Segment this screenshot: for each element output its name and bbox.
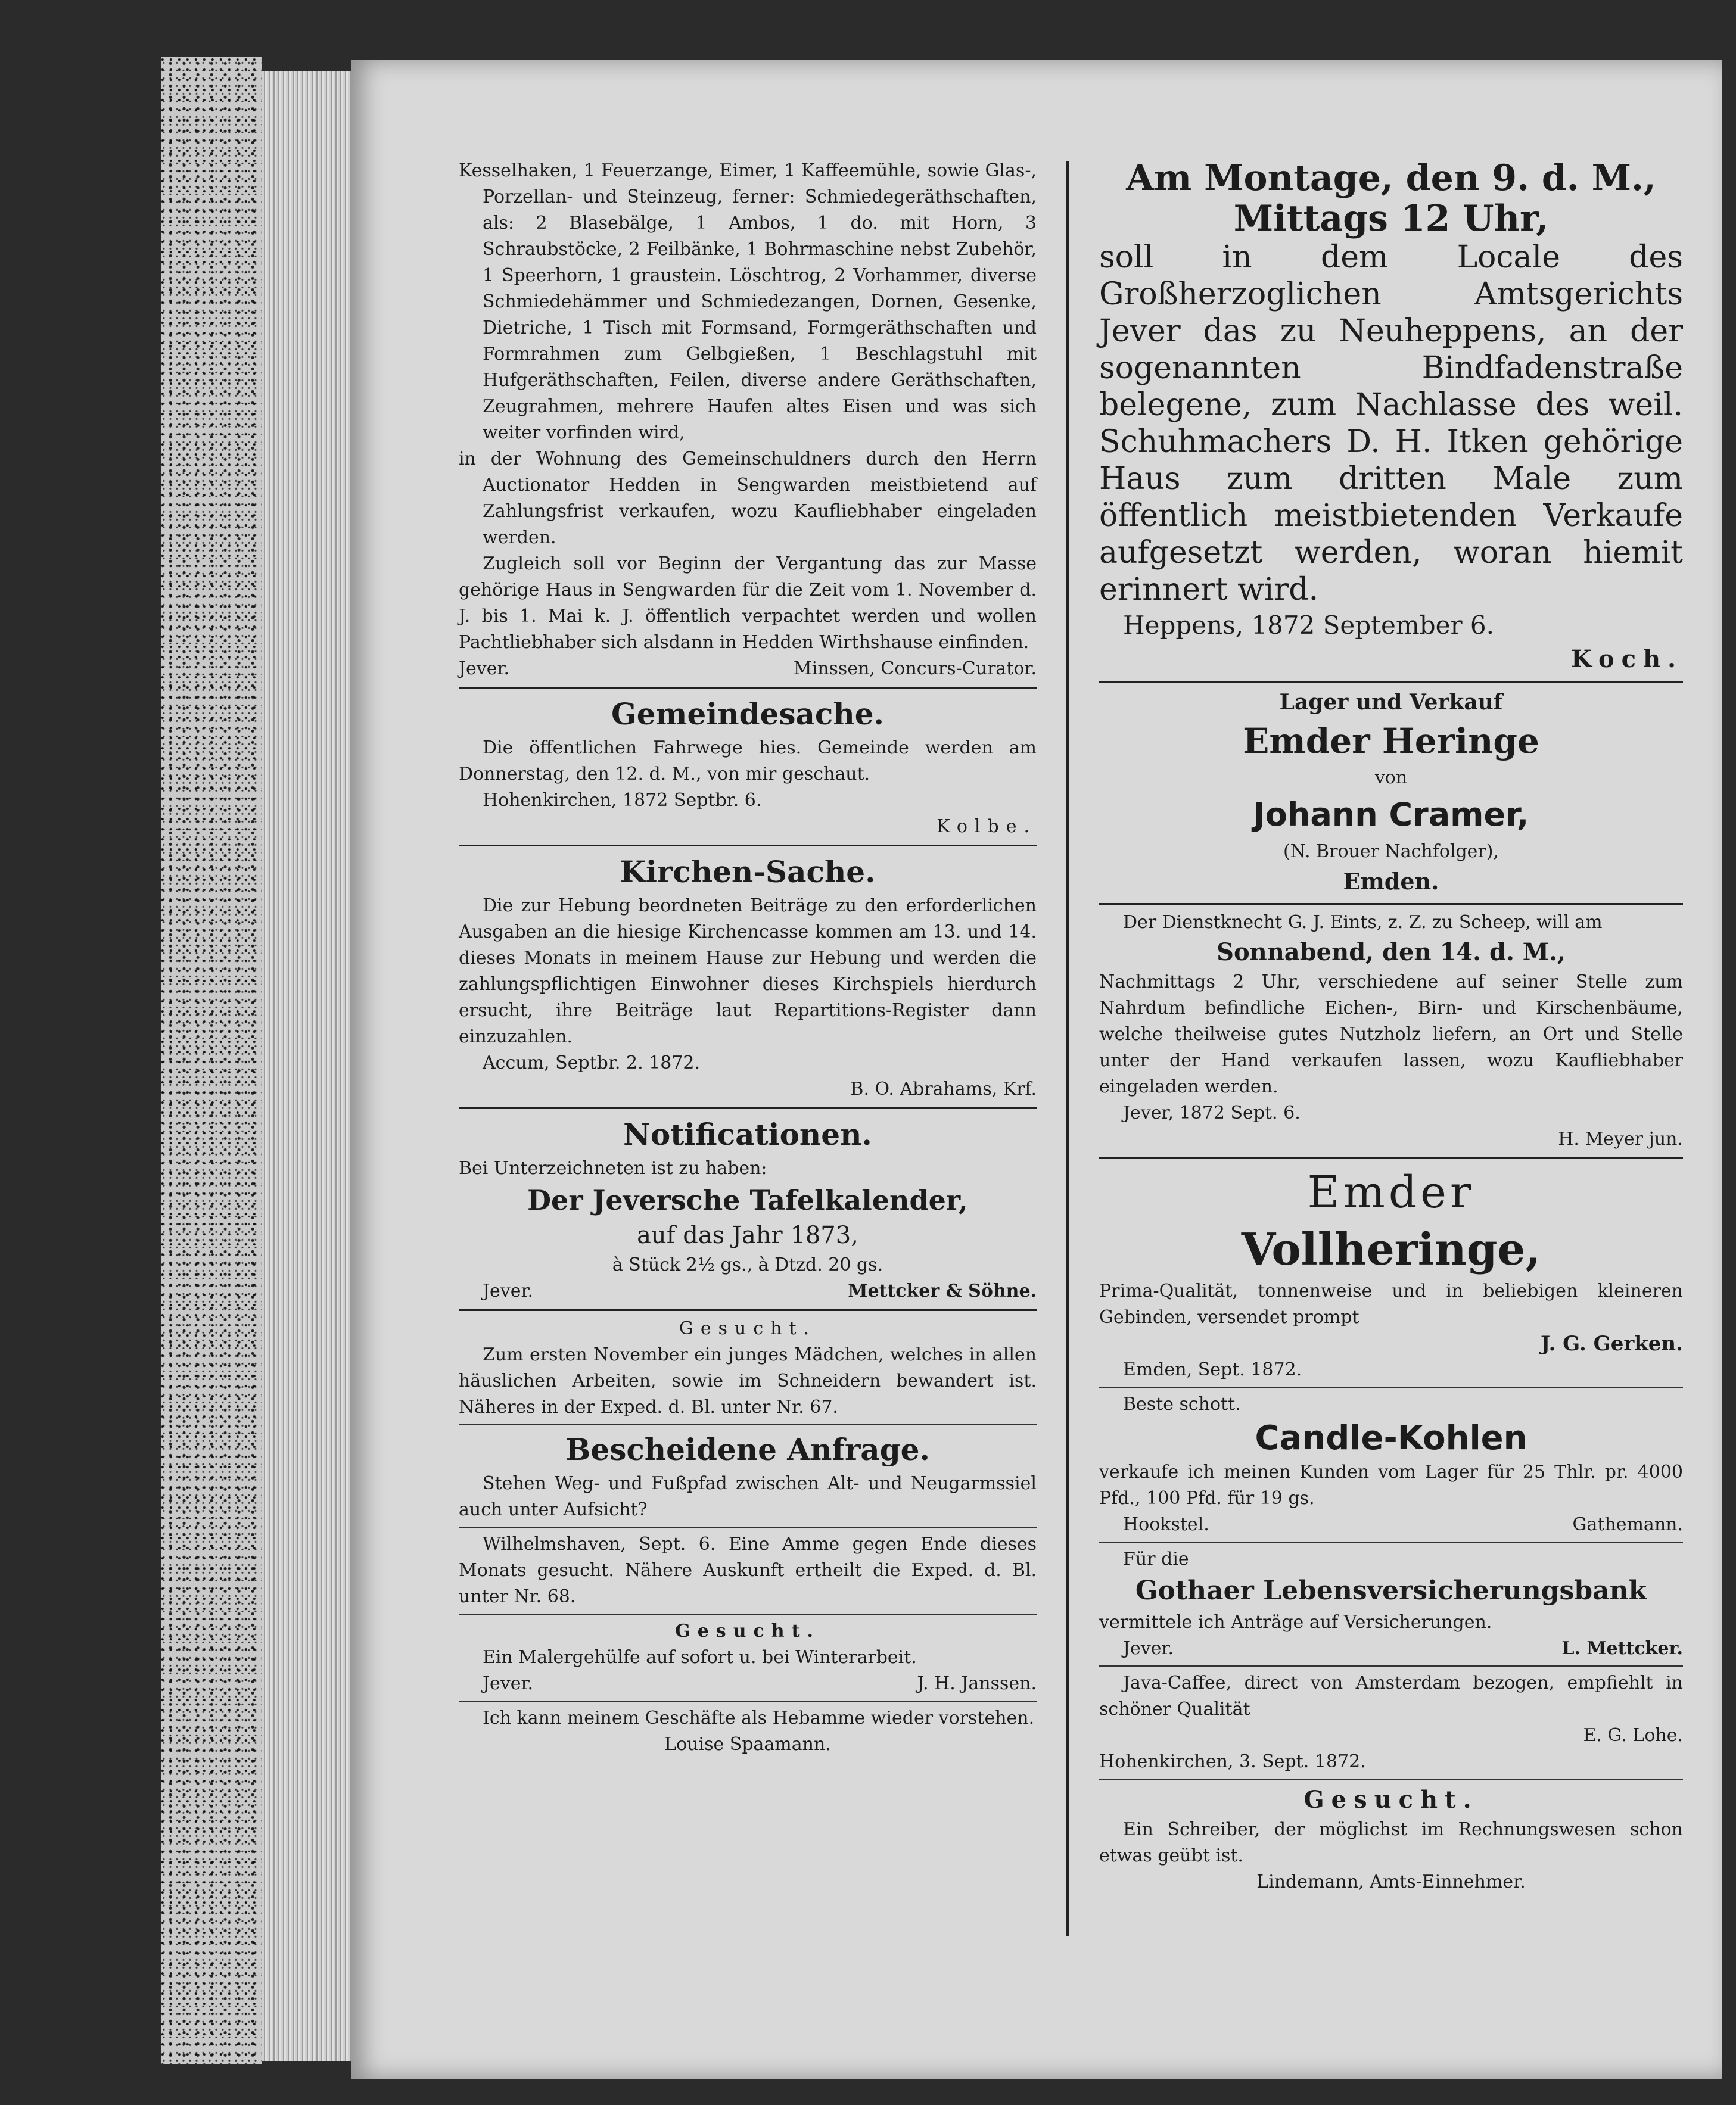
- section-heading: Notificationen.: [623, 1117, 872, 1152]
- rule: [459, 1309, 1037, 1311]
- signatory: E. G. Lohe.: [1583, 1725, 1683, 1746]
- notice-text: Bei Unterzeichneten ist zu haben:: [459, 1158, 767, 1179]
- ad-text: verkaufe ich meinen Kunden vom Lager für 25 Thlr. pr. 4000 Pfd., 100 Pfd. für 19 gs.: [1099, 1462, 1683, 1509]
- ad-company: Johann Cramer,: [1253, 796, 1529, 833]
- ad-text: Prima-Qualität, tonnenweise und in beliebigen kleineren Gebinden, versendet prompt: [1099, 1281, 1683, 1328]
- page-edges: [262, 71, 351, 2061]
- place-date: Emden, Sept. 1872.: [1123, 1359, 1302, 1380]
- ad-title: Candle-Kohlen: [1255, 1419, 1527, 1458]
- signatory: Lindemann, Amts-Einnehmer.: [1256, 1872, 1526, 1892]
- auction-text: soll in dem Locale des Großherzoglichen Amtsgerichts Jever das zu Neuheppens, an der sogenannten Bindfadenstraße belegene, zum Nachlasse des weil. Schuhmachers D. H. Itken gehörige Haus zum dritten Male zum öffentlich meistbietenden Verkaufe aufgesetzt werden, woran hiemit erinnert wird.: [1099, 239, 1683, 608]
- rule: [1099, 903, 1683, 905]
- signature-line: [1099, 1512, 1683, 1538]
- place-date: Jever, 1872 Sept. 6.: [1123, 1103, 1301, 1123]
- signatory: H. Meyer jun.: [1558, 1129, 1683, 1150]
- notice-text: Ich kann meinem Geschäfte als Hebamme wieder vorstehen.: [483, 1708, 1035, 1729]
- section-heading: Gesucht.: [1303, 1786, 1479, 1814]
- signature-line: [1099, 1636, 1683, 1662]
- signatory: J. G. Gerken.: [1541, 1332, 1683, 1356]
- ad-von: von: [1374, 767, 1408, 788]
- section-heading: Gesucht.: [675, 1621, 820, 1642]
- notice-text: Ein Malergehülfe auf sofort u. bei Winterarbeit.: [483, 1647, 917, 1668]
- rule: [1099, 681, 1683, 683]
- rule: [459, 1614, 1037, 1615]
- place-date: Hohenkirchen, 1872 Septbr. 6.: [483, 790, 762, 811]
- signatory: B. O. Abrahams, Krf.: [850, 1079, 1037, 1100]
- book-edge-marbled: [161, 57, 262, 2064]
- rule: [459, 1424, 1037, 1425]
- place-date: Accum, Septbr. 2. 1872.: [483, 1052, 701, 1073]
- ad-title: Emder: [1307, 1167, 1475, 1218]
- auction-headline: Am Montage, den 9. d. M., Mittags 12 Uhr,: [1126, 157, 1656, 239]
- ad-text: Java-Caffee, direct von Amsterdam bezogen, empfiehlt in schöner Qualität: [1099, 1673, 1683, 1720]
- calendar-price: à Stück 2½ gs., à Dtzd. 20 gs.: [612, 1254, 883, 1275]
- notice-text: Wilhelmshaven, Sept. 6. Eine Amme gegen Ende dieses Monats gesucht. Nähere Auskunft ertheilt die Exped. d. Bl. unter Nr. 68.: [459, 1534, 1037, 1607]
- rule: [459, 845, 1037, 846]
- notice-text: Der Dienstknecht G. J. Eints, z. Z. zu Scheep, will am: [1123, 912, 1603, 933]
- ad-city: Emden.: [1343, 868, 1439, 895]
- auction-items-text: Kesselhaken, 1 Feuerzange, Eimer, 1 Kaffeemühle, sowie Glas-, Porzellan- und Steinzeug, ferner: Schmiedegeräthschaften, als: 2 Blasebälge, 1 Ambos, 1 do. mit Horn, 3 Schraubstöcke, 2 Feilbänke, 1 Bohrmaschine nebst Zubehör, 1 Speerhorn, 1 graustein. Löschtrog, 2 Vorhammer, diverse Schmiedehämmer und Schmiedezangen, Dornen, Gesenke, Dietriche, 1 Tisch mit Formsand, Formgeräthschaften und Formrahmen zum Gelbgießen, 1 Beschlagstuhl mit Hufgeräthschaften, Feilen, diverse andere Geräthschaften, Zeugrahmen, mehrere Haufen altes Eisen und was sich weiter vorfinden wird,: [459, 160, 1037, 443]
- signature-line: [459, 1671, 1037, 1697]
- rule: [1099, 1387, 1683, 1388]
- notice-text: Die öffentlichen Fahrwege hies. Gemeinde werden am Donnerstag, den 12. d. M., von mir geschaut.: [459, 737, 1037, 784]
- rule: [459, 1701, 1037, 1702]
- signature-line: [459, 1278, 1037, 1304]
- section-heading: Gesucht.: [679, 1318, 817, 1339]
- signatory: Gathemann.: [1572, 1514, 1683, 1535]
- rule: [1099, 1665, 1683, 1667]
- ad-kicker: Für die: [1123, 1549, 1189, 1570]
- notice-text: Die zur Hebung beordneten Beiträge zu den erforderlichen Ausgaben an die hiesige Kirchencasse kommen am 13. und 14. dieses Monats in meinem Hause zur Hebung und werden die zahlungspflichtigen Einwohner dieses Kirchspiels hierdurch ersucht, ihre Beiträge laut Repartitions-Register dann einzuzahlen.: [459, 895, 1037, 1047]
- rule: [459, 1527, 1037, 1528]
- signatory: Kolbe.: [937, 816, 1037, 837]
- rule: [1099, 1779, 1683, 1780]
- ad-text: vermittele ich Anträge auf Versicherungen.: [1099, 1612, 1492, 1633]
- left-column: [459, 158, 1037, 1758]
- ad-title: Vollheringe,: [1241, 1224, 1541, 1275]
- signature-line: [459, 656, 1037, 682]
- ad-kicker: Beste schott.: [1123, 1394, 1241, 1415]
- rule: [1099, 1157, 1683, 1159]
- rule: [459, 1107, 1037, 1109]
- rule: [1099, 1542, 1683, 1543]
- notice-text: Zum ersten November ein junges Mädchen, welches in allen häuslichen Arbeiten, sowie im Schneidern bewandert ist. Näheres in der Exped. d. Bl. unter Nr. 67.: [459, 1344, 1037, 1418]
- signatory: Minssen, Concurs-Curator.: [793, 658, 1037, 679]
- signatory: Koch.: [1571, 645, 1683, 673]
- section-heading: Kirchen-Sache.: [620, 854, 876, 889]
- rule: [459, 687, 1037, 689]
- notice-text: Ein Schreiber, der möglichst im Rechnungswesen schon etwas geübt ist.: [1099, 1819, 1683, 1866]
- place: Jever.: [1123, 1638, 1174, 1659]
- place: Jever.: [483, 1673, 534, 1694]
- place: Jever.: [483, 1281, 534, 1301]
- auction-location-text: in der Wohnung des Gemeinschuldners durch den Herrn Auctionator Hedden in Sengwarden meistbietend auf Zahlungsfrist verkaufen, wozu Kaufliebhaber eingeladen werden.: [459, 449, 1037, 548]
- ad-company-sub: (N. Brouer Nachfolger),: [1283, 841, 1499, 862]
- column-divider: [1066, 161, 1069, 1936]
- signatory: L. Mettcker.: [1561, 1638, 1683, 1659]
- signatory: J. H. Janssen.: [917, 1673, 1037, 1694]
- notice-text: Nachmittags 2 Uhr, verschiedene auf seiner Stelle zum Nahrdum befindliche Eichen-, Birn- und Kirschenbäume, welche theilweise gutes Nutzholz liefern, an Ort und Stelle unter der Hand verkaufen lassen, wozu Kaufliebhaber eingeladen werden.: [1099, 971, 1683, 1097]
- ad-kicker: Lager und Verkauf: [1279, 690, 1503, 715]
- section-heading: Gemeindesache.: [611, 696, 884, 731]
- place: Hookstel.: [1123, 1514, 1209, 1535]
- signatory: Louise Spaamann.: [664, 1734, 831, 1755]
- calendar-year: auf das Jahr 1873,: [637, 1222, 858, 1249]
- notice-text: Stehen Weg- und Fußpfad zwischen Alt- und Neugarmssiel auch unter Aufsicht?: [459, 1473, 1037, 1520]
- ad-title: Emder Heringe: [1243, 721, 1539, 761]
- notice-date: Sonnabend, den 14. d. M.,: [1217, 938, 1566, 966]
- place-date: Hohenkirchen, 3. Sept. 1872.: [1099, 1751, 1366, 1772]
- place-date: Heppens, 1872 September 6.: [1123, 611, 1494, 640]
- calendar-title: Der Jeversche Tafelkalender,: [527, 1184, 968, 1216]
- place: Jever.: [459, 658, 510, 679]
- signatory: Mettcker & Söhne.: [848, 1281, 1037, 1301]
- house-lease-text: Zugleich soll vor Beginn der Vergantung das zur Masse gehörige Haus in Sengwarden für die Zeit vom 1. November d. J. bis 1. Mai k. J. öffentlich verpachtet werden und wollen Pachtliebhaber sich alsdann in Hedden Wirthshause einfinden.: [459, 553, 1037, 653]
- section-heading: Bescheidene Anfrage.: [565, 1432, 930, 1467]
- right-column: [1099, 158, 1683, 1895]
- ad-title: Gothaer Lebensversicherungsbank: [1135, 1575, 1647, 1606]
